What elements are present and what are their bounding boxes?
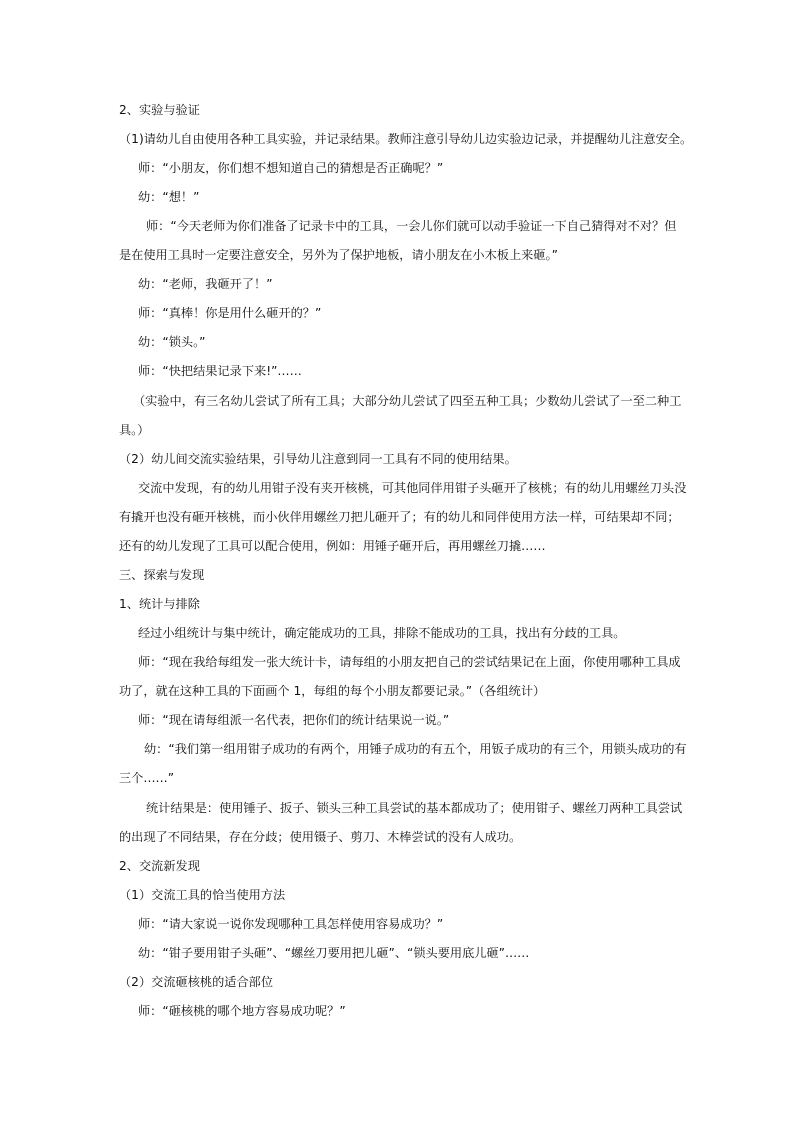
paragraph-line: 还有的幼儿发现了工具可以配合使用，例如：用锤子砸开后，再用螺丝刀撬…… xyxy=(119,539,546,553)
paragraph-line: 经过小组统计与集中统计，确定能成功的工具，排除不能成功的工具，找出有分歧的工具。 xyxy=(138,626,626,640)
section-heading: 2、实验与验证 xyxy=(119,103,200,117)
dialogue-line: 幼：“想！” xyxy=(138,190,200,204)
section-heading: 1、统计与排除 xyxy=(119,597,200,611)
paragraph-line: 的出现了不同结果，存在分歧；使用镊子、剪刀、木棒尝试的没有人成功。 xyxy=(119,830,522,844)
paragraph-line: 具。） xyxy=(119,423,150,437)
dialogue-line: 师：“今天老师为你们准备了记录卡中的工具，一会儿你们就可以动手验证一下自己猜得对不对？但 xyxy=(146,219,677,233)
section-heading: 三、探索与发现 xyxy=(119,568,205,582)
section-heading: （1）交流工具的恰当使用方法 xyxy=(119,888,286,902)
dialogue-line: 是在使用工具时一定要注意安全，另外为了保护地板，请小朋友在小木板上来砸。” xyxy=(119,248,558,262)
dialogue-line: 功了，就在这种工具的下面画个 1，每组的每个小朋友都要记录。”（各组统计） xyxy=(119,684,546,698)
paragraph-line: 有撬开也没有砸开核桃，而小伙伴用螺丝刀把儿砸开了；有的幼儿和同伴使用方法一样，可结果却不同； xyxy=(119,510,680,524)
paragraph-line: （实验中，有三名幼儿尝试了所有工具；大部分幼儿尝试了四至五种工具；少数幼儿尝试了一至二种工 xyxy=(133,394,682,408)
dialogue-line: 师：“砸核桃的哪个地方容易成功呢？” xyxy=(138,1004,346,1018)
dialogue-line: 幼：“钳子要用钳子头砸”、“螺丝刀要用把儿砸”、“锁头要用底儿砸”…… xyxy=(138,946,530,960)
dialogue-line: 师：“现在请每组派一名代表，把你们的统计结果说一说。” xyxy=(138,713,450,727)
paragraph-line: 交流中发现，有的幼儿用钳子没有夹开核桃，可其他同伴用钳子头砸开了核桃；有的幼儿用螺丝刀头没 xyxy=(138,481,687,495)
dialogue-line: 师：“现在我给每组发一张大统计卡，请每组的小朋友把自己的尝试结果记在上面，你使用哪种工具成 xyxy=(138,655,681,669)
dialogue-line: 师：“真棒！你是用什么砸开的？” xyxy=(138,306,322,320)
dialogue-line: 师：“快把结果记录下来!”…… xyxy=(138,364,302,378)
section-heading: （2）交流砸核桃的适合部位 xyxy=(119,975,274,989)
section-heading: 2、交流新发现 xyxy=(119,859,200,873)
dialogue-line: 师：“小朋友，你们想不想知道自己的猜想是否正确呢？” xyxy=(138,161,444,175)
dialogue-line: 师：“请大家说一说你发现哪种工具怎样使用容易成功？” xyxy=(138,917,444,931)
dialogue-line: 幼：“老师，我砸开了！” xyxy=(138,277,273,291)
dialogue-line: 三个……” xyxy=(119,771,175,785)
dialogue-line: 幼：“我们第一组用钳子成功的有两个，用锤子成功的有五个，用钣子成功的有三个，用锁头成功的有 xyxy=(144,742,687,756)
paragraph-line: （2）幼儿间交流实验结果，引导幼儿注意到同一工具有不同的使用结果。 xyxy=(119,452,517,466)
paragraph-line: 统计结果是：使用锤子、扳子、锁头三种工具尝试的基本都成功了；使用钳子、螺丝刀两种工具尝试 xyxy=(146,801,683,815)
dialogue-line: 幼：“锁头。” xyxy=(138,335,206,349)
paragraph-line: （1)请幼儿自由使用各种工具实验，并记录结果。教师注意引导幼儿边实验边记录，并提醒幼儿注意安全。 xyxy=(119,132,693,146)
